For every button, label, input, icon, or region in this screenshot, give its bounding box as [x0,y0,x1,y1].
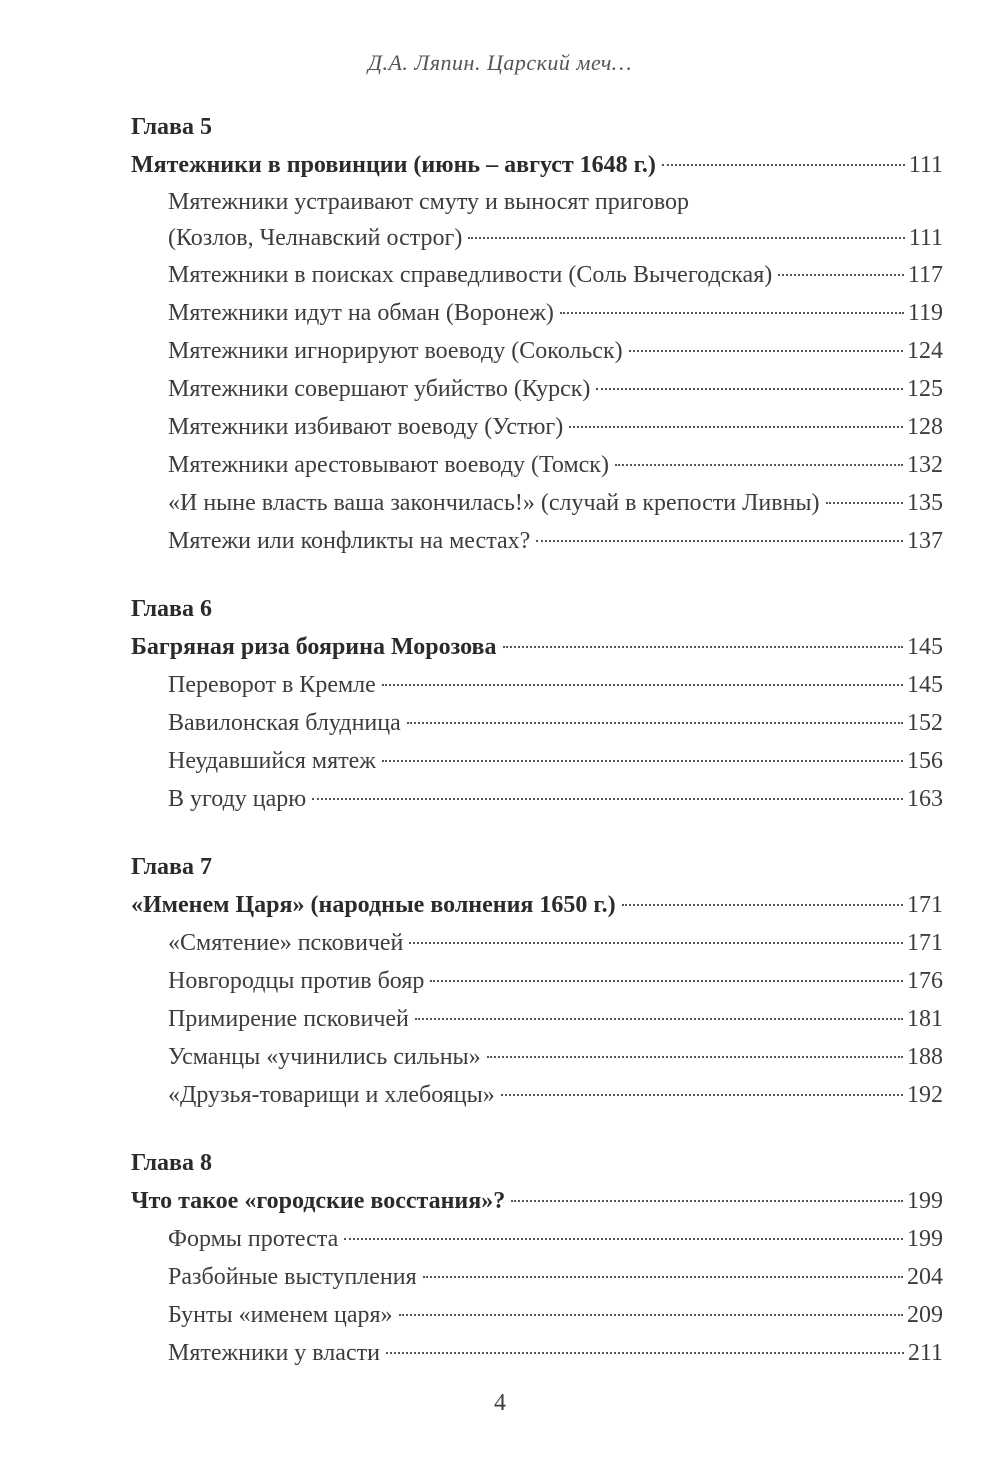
page-number: 152 [907,710,943,736]
chapter-label: Глава 6 [131,596,212,622]
page-number: 125 [907,376,943,402]
chapter-gap [131,1114,943,1144]
entry-title: Мятежники арестовывают воеводу (Томск) [168,452,609,478]
toc-entry [131,742,943,780]
entry-title: Мятежники совершают убийство (Курск) [168,376,591,402]
dot-leader [536,540,903,542]
toc-entry [131,370,943,408]
toc-entry [131,484,943,522]
toc-entry [131,780,943,818]
running-head: Д.А. Ляпин. Царский меч… [368,50,632,75]
page-number: 156 [907,748,943,774]
page-folio: 4 [494,1390,506,1416]
entry-title: Бунты «именем царя» [168,1302,393,1328]
toc-entry [131,666,943,704]
chapter-title-entry [131,886,943,924]
page-number: 192 [907,1082,943,1108]
entry-title: В угоду царю [168,786,307,812]
page-number: 163 [907,786,943,812]
dot-leader [409,942,903,944]
page-number: 145 [907,672,943,698]
dot-leader [596,388,903,390]
entry-title: Усманцы «учинились сильны» [168,1044,481,1070]
chapter-8 [131,1144,943,1372]
page-number: 211 [907,1340,943,1366]
dot-leader [399,1314,903,1316]
dot-leader [407,722,903,724]
page-number: 199 [907,1226,943,1252]
dot-leader [826,502,903,504]
chapter-title: Багряная риза боярина Морозова [131,634,497,660]
toc-entry [131,408,943,446]
page-number: 128 [907,414,943,440]
page-number: 137 [907,528,943,554]
toc-entry [131,1334,943,1372]
dot-leader [430,980,903,982]
page-number: 124 [907,338,943,364]
dot-leader [487,1056,903,1058]
toc-entry [131,332,943,370]
entry-title: Примирение псковичей [168,1006,409,1032]
chapter-5 [131,108,943,560]
chapter-title: Что такое «городские восстания»? [131,1188,506,1214]
dot-leader [386,1352,904,1354]
entry-title: Переворот в Кремле [168,672,376,698]
entry-title: «Смятение» псковичей [168,930,404,956]
entry-title-line1: Мятежники устраивают смуту и выносят приговор [168,189,690,215]
dot-leader [415,1018,903,1020]
entry-title: Новгородцы против бояр [168,968,425,994]
page-number: 181 [907,1006,943,1032]
dot-leader [778,274,904,276]
chapter-label: Глава 7 [131,854,212,880]
chapter-6 [131,590,943,818]
chapter-title-entry [131,628,943,666]
page-number: 188 [907,1044,943,1070]
entry-title: Мятежники в поисках справедливости (Соль Вычегодская) [168,262,773,288]
page-number: 171 [907,930,943,956]
page-number: 171 [907,892,943,918]
page-number: 119 [907,300,943,326]
entry-title: Неудавшийся мятеж [168,748,376,774]
toc-entry [131,1000,943,1038]
entry-title: «И ныне власть ваша закончилась!» (случай в крепости Ливны) [168,490,820,516]
entry-title: (Козлов, Челнавский острог) [168,225,463,251]
chapter-title-entry [131,146,943,184]
entry-title: Мятежники игнорируют воеводу (Сокольск) [168,338,623,364]
page-number: 132 [907,452,943,478]
toc-entry [131,1038,943,1076]
dot-leader [615,464,903,466]
dot-leader [511,1200,903,1202]
chapter-label: Глава 5 [131,114,212,140]
chapter-title: Мятежники в провинции (июнь – август 1648 г.) [131,152,656,178]
page-number: 111 [908,225,943,251]
page-number: 111 [908,152,943,178]
page-number: 199 [907,1188,943,1214]
toc-entry [131,1296,943,1334]
chapter-gap [131,560,943,590]
entry-title: Разбойные выступления [168,1264,417,1290]
entry-title: Мятежники избивают воеводу (Устюг) [168,414,564,440]
dot-leader [560,312,904,314]
entry-title: Мятежники идут на обман (Воронеж) [168,300,554,326]
dot-leader [468,237,904,239]
entry-title: Мятежники у власти [168,1340,380,1366]
dot-leader [382,760,903,762]
page-number: 209 [907,1302,943,1328]
toc-entry [131,184,943,256]
toc-entry [131,294,943,332]
dot-leader [312,798,903,800]
toc-entry [131,1076,943,1114]
toc-entry [131,704,943,742]
page-number: 145 [907,634,943,660]
dot-leader [501,1094,903,1096]
toc-entry [131,256,943,294]
dot-leader [382,684,903,686]
entry-title: Мятежи или конфликты на местах? [168,528,531,554]
dot-leader [344,1238,903,1240]
dot-leader [569,426,903,428]
toc-entry [131,1220,943,1258]
entry-title: Вавилонская блудница [168,710,401,736]
chapter-7 [131,848,943,1114]
toc-entry [131,446,943,484]
page-number: 135 [907,490,943,516]
toc-entry [131,924,943,962]
chapter-title-entry [131,1182,943,1220]
dot-leader [629,350,903,352]
chapter-label: Глава 8 [131,1150,212,1176]
page-number: 176 [907,968,943,994]
toc-entry [131,1258,943,1296]
dot-leader [662,164,905,166]
entry-title: Формы протеста [168,1226,339,1252]
toc-entry [131,962,943,1000]
dot-leader [622,904,903,906]
chapter-title: «Именем Царя» (народные волнения 1650 г.) [131,892,616,918]
entry-title: «Друзья-товарищи и хлебояцы» [168,1082,495,1108]
toc-entry [131,522,943,560]
dot-leader [423,1276,903,1278]
page-number: 204 [907,1264,943,1290]
table-of-contents [131,108,943,1372]
chapter-gap [131,818,943,848]
page-number: 117 [907,262,943,288]
dot-leader [503,646,904,648]
